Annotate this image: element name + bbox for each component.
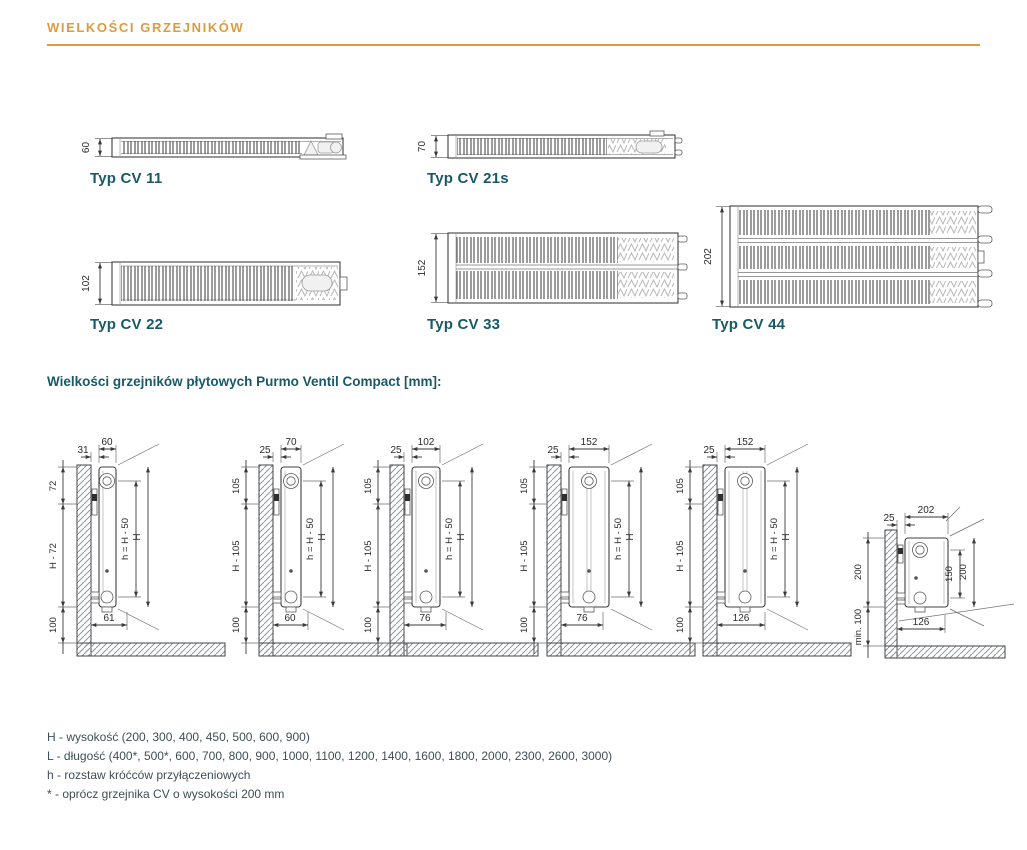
cv22-depth-label: 102 [81, 275, 92, 292]
corner-clearance: min. 100 [853, 608, 864, 646]
cv21s-top-view [417, 131, 682, 158]
sv5-middle: H - 105 [675, 540, 686, 572]
sv2-bottom: 60 [284, 613, 296, 624]
sv4-upper: 105 [519, 478, 530, 494]
label-typ-cv33: Typ CV 33 [427, 316, 501, 333]
sv1-wall-offset: 31 [77, 445, 89, 456]
sv4-bottom: 76 [576, 613, 588, 624]
sv3-height: H [456, 533, 467, 541]
sv1-bottom: 61 [103, 613, 115, 624]
sv1-lower: 100 [48, 617, 59, 633]
label-typ-cv22: Typ CV 22 [90, 316, 164, 333]
sv4-middle: H - 105 [519, 540, 530, 572]
cv21s-depth-label: 70 [417, 140, 428, 153]
sv5-height: H [781, 533, 792, 541]
label-typ-cv11: Typ CV 11 [90, 170, 163, 187]
cv33-top-view [417, 233, 687, 303]
cv11-top-view [81, 134, 346, 159]
corner-height-right: 200 [958, 564, 969, 580]
sv5-wall-offset: 25 [703, 445, 715, 456]
sv5-upper: 105 [675, 478, 686, 494]
sv4-height: H [625, 533, 636, 541]
sv2-pipe-spacing: h = H - 50 [305, 518, 316, 560]
sv3-lower: 100 [363, 617, 374, 633]
sv3-pipe-spacing: h = H - 50 [444, 518, 455, 560]
corner-wall-offset: 25 [883, 513, 895, 524]
sv3-wall-offset: 25 [390, 445, 402, 456]
sv1-middle: H - 72 [48, 543, 59, 569]
page-title: WIELKOŚCI GRZEJNIKÓW [47, 20, 245, 35]
sv2-upper: 105 [231, 478, 242, 494]
sv4-top-width: 152 [580, 437, 598, 448]
corner-height-left: 200 [853, 564, 864, 580]
sv2-height: H [317, 533, 328, 541]
corner-bottom: 126 [912, 617, 930, 628]
side-view-cv11 [48, 437, 225, 656]
legend-pipe-spacing: h - rozstaw króćców przyłączeniowych [47, 768, 251, 782]
sv1-height: H [132, 533, 143, 541]
sv2-middle: H - 105 [231, 540, 242, 572]
sv4-lower: 100 [519, 617, 530, 633]
sv5-lower: 100 [675, 617, 686, 633]
legend [47, 728, 612, 804]
cv33-depth-label: 152 [417, 259, 428, 277]
corner-top-width: 202 [917, 505, 935, 516]
sv5-pipe-spacing: h = H - 50 [769, 518, 780, 560]
corner-inner-spacing: 150 [944, 566, 955, 582]
cv44-top-view [703, 206, 992, 307]
legend-height: H - wysokość (200, 300, 400, 450, 500, 600, 900) [47, 730, 310, 744]
sv3-middle: H - 105 [363, 540, 374, 572]
section-title: Wielkości grzejników płytowych Purmo Ventil Compact [mm]: [47, 374, 442, 389]
sv2-wall-offset: 25 [259, 445, 271, 456]
sv5-bottom: 126 [732, 613, 750, 624]
legend-footnote: * - oprócz grzejnika CV o wysokości 200 mm [47, 787, 285, 801]
sv1-pipe-spacing: h = H - 50 [120, 518, 131, 560]
sv4-wall-offset: 25 [547, 445, 559, 456]
side-view-cv33 [519, 437, 695, 656]
sv2-lower: 100 [231, 617, 242, 633]
cv44-depth-label: 202 [703, 248, 714, 265]
cv11-depth-label: 60 [81, 141, 92, 154]
label-typ-cv44: Typ CV 44 [712, 316, 786, 333]
sv4-pipe-spacing: h = H - 50 [613, 518, 624, 560]
side-view-cv44 [675, 437, 851, 656]
sv5-top-width: 152 [736, 437, 754, 448]
sv3-upper: 105 [363, 478, 374, 494]
side-view-cv21s [231, 437, 407, 656]
title-rule [47, 44, 980, 46]
sv3-top-width: 102 [417, 437, 435, 448]
label-typ-cv21s: Typ CV 21s [427, 170, 509, 187]
corner-view-cv44-200 [853, 505, 1014, 658]
sv3-bottom: 76 [419, 613, 431, 624]
sv1-top-width: 60 [101, 437, 113, 448]
side-view-cv22 [363, 437, 538, 656]
cv22-top-view [81, 262, 347, 305]
legend-length: L - długość (400*, 500*, 600, 700, 800, 900, 1000, 1100, 1200, 1400, 1600, 1800, 2000, 2300, 2600, 3000) [47, 749, 613, 763]
sv2-top-width: 70 [285, 437, 297, 448]
sv1-upper: 72 [48, 480, 59, 492]
